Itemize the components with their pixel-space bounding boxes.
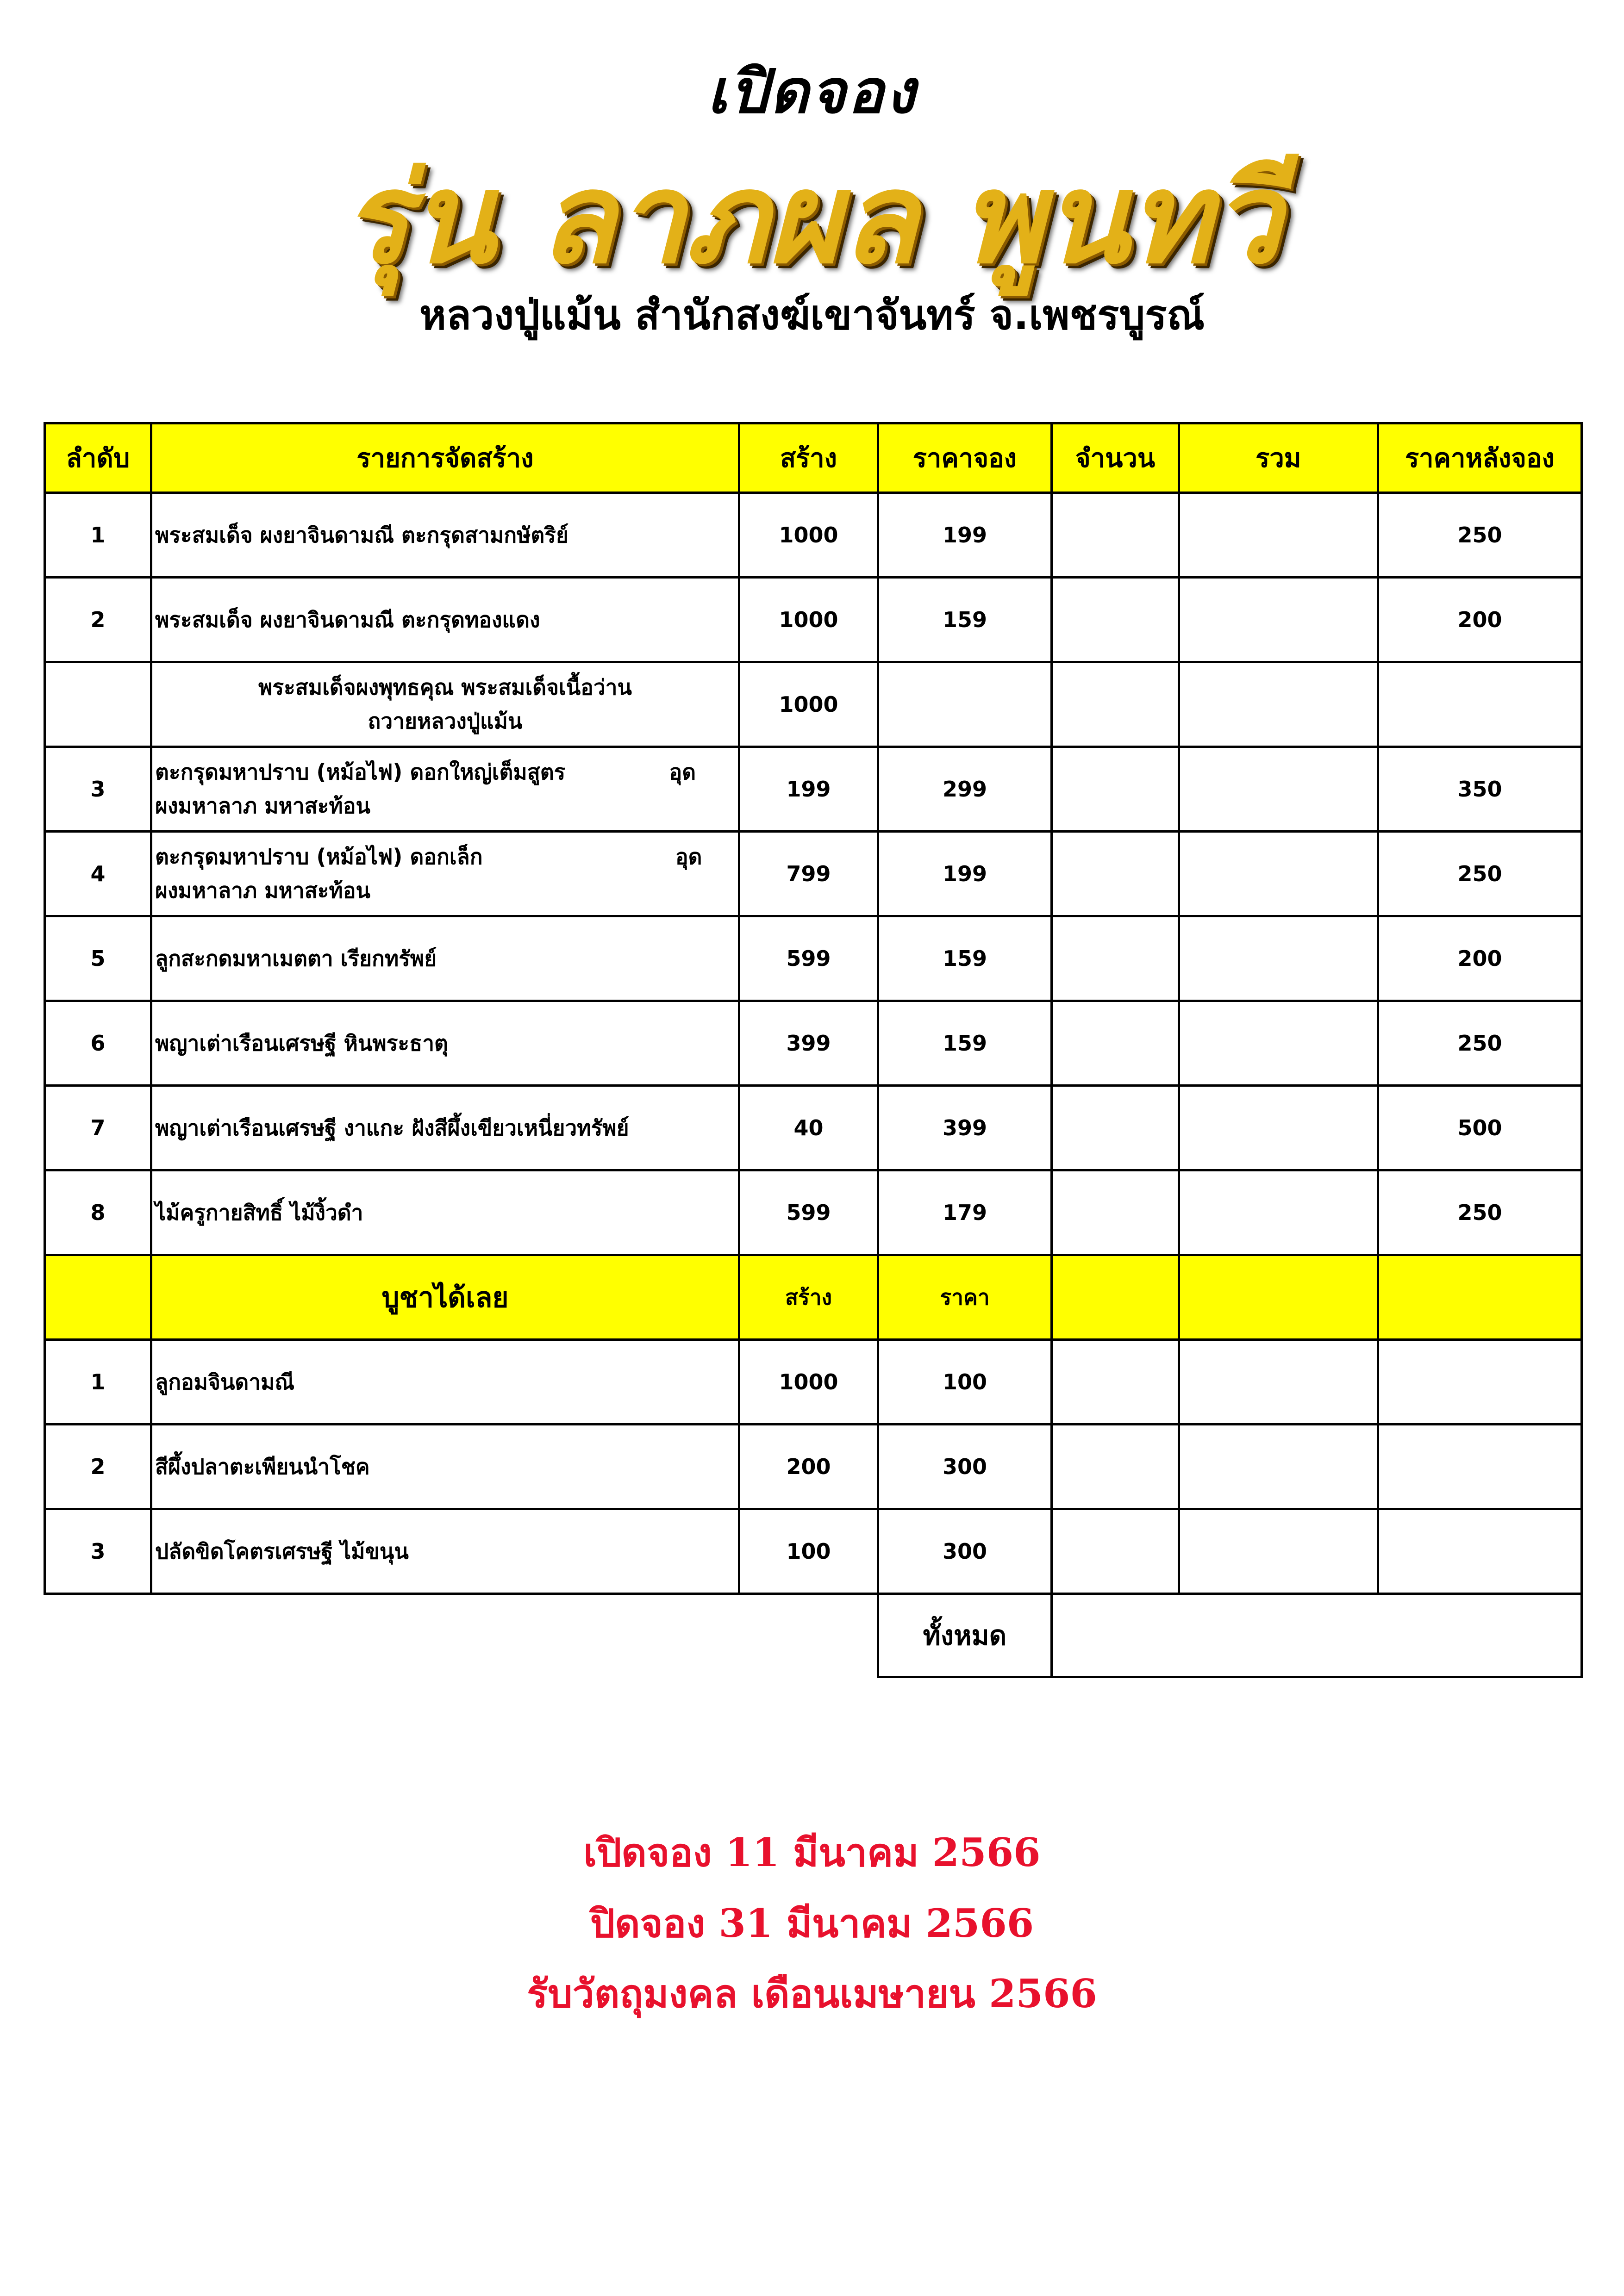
row-qty[interactable] [1052,493,1179,578]
row-item-line2: ถวายหลวงปู่แม้น [368,709,523,734]
row-built: 399 [739,1001,878,1086]
row-qty[interactable] [1052,1340,1179,1425]
table-row [45,1170,1582,1255]
row-built: 1000 [739,578,878,662]
row-after [1378,1340,1582,1425]
row-after: 250 [1378,1001,1582,1086]
row-price: 199 [878,493,1052,578]
row-after: 250 [1378,832,1582,916]
col-header-item: รายการจัดสร้าง [151,423,739,493]
row-price: 300 [878,1425,1052,1509]
section2-empty-cell [1378,1255,1582,1340]
row-price: 159 [878,916,1052,1001]
row-total [1179,1425,1378,1509]
row-total [1179,747,1378,832]
row-item: พระสมเด็จ ผงยาจินดามณี ตะกรุดทองแดง [151,578,739,662]
row-after: 500 [1378,1086,1582,1170]
row-after [1378,662,1582,747]
row-item: ลูกอมจินดามณี [151,1340,739,1425]
row-total [1179,1086,1378,1170]
row-item: พญาเต่าเรือนเศรษฐี งาแกะ ฝังสีผึ้งเขียวเหนี่ยวทรัพย์ [151,1086,739,1170]
row-qty[interactable] [1052,578,1179,662]
row-no: 2 [45,578,151,662]
row-total [1179,493,1378,578]
row-item: ลูกสะกดมหาเมตตา เรียกทรัพย์ [151,916,739,1001]
row-price [878,662,1052,747]
section2-built-label: สร้าง [739,1255,878,1340]
row-built: 1000 [739,662,878,747]
row-total [1179,1509,1378,1594]
table-row [45,1001,1582,1086]
section2-empty-cell [1179,1255,1378,1340]
total-row-spacer [45,1594,878,1677]
row-qty[interactable] [1052,1170,1179,1255]
row-qty[interactable] [1052,1086,1179,1170]
row-no: 1 [45,493,151,578]
row-after: 350 [1378,747,1582,832]
row-built: 1000 [739,1340,878,1425]
row-price: 199 [878,832,1052,916]
table-row [45,493,1582,578]
total-value[interactable] [1052,1594,1582,1677]
row-total [1179,1340,1378,1425]
row-price: 100 [878,1340,1052,1425]
section2-title: บูชาได้เลย [151,1255,739,1340]
row-price: 179 [878,1170,1052,1255]
row-item-line1: ตะกรุดมหาปราบ (หม้อไฟ) ดอกเล็ก อุด [155,844,702,869]
row-built: 599 [739,1170,878,1255]
subtitle: หลวงปู่แม้น สำนักสงฆ์เขาจันทร์ จ.เพชรบูรณ์ [419,291,1205,339]
col-header-no: ลำดับ [45,423,151,493]
row-no: 5 [45,916,151,1001]
row-no: 2 [45,1425,151,1509]
table-row [45,1340,1582,1425]
table-row [45,747,1582,832]
row-total [1179,1001,1378,1086]
col-header-qty: จำนวน [1052,423,1179,493]
row-item: ไม้ครูกายสิทธิ์ ไม้งิ้วดำ [151,1170,739,1255]
total-row [45,1594,1582,1677]
row-qty[interactable] [1052,1509,1179,1594]
col-header-price: ราคาจอง [878,423,1052,493]
total-label: ทั้งหมด [878,1594,1052,1677]
row-after: 250 [1378,1170,1582,1255]
table-row [45,1509,1582,1594]
row-price: 399 [878,1086,1052,1170]
table-row [45,578,1582,662]
price-table [44,422,1583,1678]
col-header-built: สร้าง [739,423,878,493]
row-price: 299 [878,747,1052,832]
section2-header-row [45,1255,1582,1340]
table-header-row [45,423,1582,493]
row-built: 40 [739,1086,878,1170]
row-item [151,662,739,747]
title-small: เปิดจอง [707,56,917,127]
row-no: 3 [45,1509,151,1594]
row-after [1378,1509,1582,1594]
row-item: ปลัดขิดโคตรเศรษฐี ไม้ขนุน [151,1509,739,1594]
row-built: 200 [739,1425,878,1509]
col-header-after: ราคาหลังจอง [1378,423,1582,493]
row-total [1179,1170,1378,1255]
row-no: 4 [45,832,151,916]
row-qty[interactable] [1052,1425,1179,1509]
row-price: 159 [878,578,1052,662]
row-total [1179,578,1378,662]
footer-close-date: ปิดจอง 31 มีนาคม 2566 [590,1900,1034,1946]
row-after: 250 [1378,493,1582,578]
row-item-line2: ผงมหาลาภ มหาสะท้อน [155,793,370,818]
row-total [1179,916,1378,1001]
table-row [45,832,1582,916]
row-item [151,747,739,832]
row-built: 1000 [739,493,878,578]
footer-open-date: เปิดจอง 11 มีนาคม 2566 [583,1829,1041,1875]
row-no: 3 [45,747,151,832]
section2-price-label: ราคา [878,1255,1052,1340]
row-item: พระสมเด็จ ผงยาจินดามณี ตะกรุดสามกษัตริย์ [151,493,739,578]
row-no: 1 [45,1340,151,1425]
row-price: 300 [878,1509,1052,1594]
section2-empty-cell [1052,1255,1179,1340]
row-item: สีผึ้งปลาตะเพียนนำโชค [151,1425,739,1509]
row-total [1179,832,1378,916]
row-item [151,832,739,916]
table-row [45,662,1582,747]
table-row [45,916,1582,1001]
row-total [1179,662,1378,747]
row-built: 199 [739,747,878,832]
row-item-line2: ผงมหาลาภ มหาสะท้อน [155,878,370,903]
row-after: 200 [1378,578,1582,662]
row-qty[interactable] [1052,916,1179,1001]
row-price: 159 [878,1001,1052,1086]
row-item: พญาเต่าเรือนเศรษฐี หินพระธาตุ [151,1001,739,1086]
row-no: 8 [45,1170,151,1255]
section2-empty-cell [45,1255,151,1340]
row-item-line1: พระสมเด็จผงพุทธคุณ พระสมเด็จเนื้อว่าน [258,675,632,700]
row-qty[interactable] [1052,747,1179,832]
row-after: 200 [1378,916,1582,1001]
row-qty[interactable] [1052,832,1179,916]
row-qty[interactable] [1052,1001,1179,1086]
footer-receive-date: รับวัตถุมงคล เดือนเมษายน 2566 [527,1971,1097,2016]
row-no: 6 [45,1001,151,1086]
row-built: 100 [739,1509,878,1594]
col-header-total: รวม [1179,423,1378,493]
table-row [45,1086,1582,1170]
row-item-line1: ตะกรุดมหาปราบ (หม้อไฟ) ดอกใหญ่เต็มสูตร อุด [155,759,696,784]
row-no: 7 [45,1086,151,1170]
row-built: 599 [739,916,878,1001]
table-row [45,1425,1582,1509]
row-built: 799 [739,832,878,916]
row-no [45,662,151,747]
title-large: รุ่น ลาภผล พูนทวี [342,144,1282,291]
row-after [1378,1425,1582,1509]
row-qty[interactable] [1052,662,1179,747]
